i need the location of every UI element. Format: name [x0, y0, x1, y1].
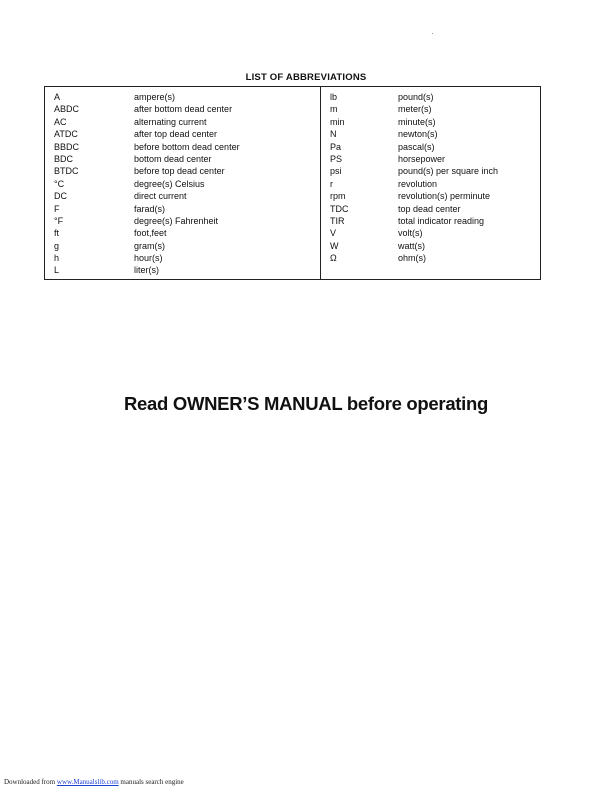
definition: hour(s): [134, 253, 163, 264]
abbreviation: rpm: [330, 191, 346, 202]
definition: before bottom dead center: [134, 141, 240, 152]
abbreviation: PS: [330, 153, 343, 164]
abbreviation: psi: [330, 166, 342, 177]
abbreviation: g: [54, 240, 60, 251]
definition: liter(s): [134, 265, 159, 276]
abbreviation: BTDC: [54, 166, 79, 177]
definition: degree(s) Celsius: [134, 178, 205, 189]
definition: minute(s): [398, 116, 436, 127]
abbreviation: F: [54, 203, 60, 214]
definition: farad(s): [134, 203, 166, 214]
abbreviation: N: [330, 129, 337, 140]
abbreviation: min: [330, 116, 345, 127]
footer-prefix: Downloaded from: [4, 778, 57, 786]
definition: ampere(s): [134, 92, 176, 102]
definition: degree(s) Fahrenheit: [134, 215, 219, 226]
abbreviation: Pa: [330, 141, 342, 152]
definition: foot,feet: [134, 228, 167, 239]
definition: newton(s): [398, 129, 438, 140]
definition: after bottom dead center: [134, 104, 233, 115]
abbreviation: BDC: [54, 153, 74, 164]
definition: top dead center: [398, 203, 461, 214]
abbreviation: Ω: [330, 253, 337, 264]
abbreviation: °F: [54, 215, 64, 226]
abbreviation: TIR: [330, 215, 345, 226]
definition: volt(s): [398, 228, 423, 239]
definition: revolution(s) perminute: [398, 191, 491, 202]
abbreviation: L: [54, 265, 60, 276]
abbreviation: ft: [54, 228, 60, 239]
definition: alternating current: [134, 116, 207, 127]
definition: bottom dead center: [134, 153, 212, 164]
abbreviation: ABDC: [54, 104, 80, 115]
abbreviation: A: [54, 92, 61, 102]
abbreviation: DC: [54, 191, 67, 202]
definition: pound(s): [398, 92, 434, 102]
definition: pound(s) per square inch: [398, 166, 499, 177]
abbreviation: AC: [54, 116, 67, 127]
abbreviation: ATDC: [54, 129, 78, 140]
definition: total indicator reading: [398, 215, 485, 226]
scan-speck: [432, 33, 433, 34]
abbreviation: m: [330, 104, 338, 115]
abbreviation: °C: [54, 178, 65, 189]
definition: before top dead center: [134, 166, 225, 177]
abbreviation: TDC: [330, 203, 349, 214]
abbreviation: h: [54, 253, 60, 264]
definition: after top dead center: [134, 129, 218, 140]
definition: gram(s): [134, 240, 165, 251]
column-divider: [320, 87, 321, 279]
abbreviations-title: LIST OF ABBREVIATIONS: [245, 72, 367, 83]
owners-manual-notice: Read OWNER’S MANUAL before operating: [123, 393, 489, 414]
definition: horsepower: [398, 153, 446, 164]
definition: watt(s): [398, 240, 425, 251]
abbreviation: W: [330, 240, 339, 251]
abbreviation: r: [330, 178, 333, 189]
definition: pascal(s): [398, 141, 435, 152]
abbreviation: V: [330, 228, 337, 239]
definition: meter(s): [398, 104, 432, 115]
definition: ohm(s): [398, 253, 427, 264]
download-footer: [4, 778, 184, 786]
manualslib-link[interactable]: www.Manualslib.com: [56, 778, 119, 786]
footer-suffix: manuals search engine: [118, 778, 184, 786]
abbreviation: BBDC: [54, 141, 80, 152]
definition: direct current: [134, 191, 187, 202]
definition: revolution: [398, 178, 438, 189]
abbreviations-table: [44, 86, 541, 280]
abbreviation: lb: [330, 92, 338, 102]
